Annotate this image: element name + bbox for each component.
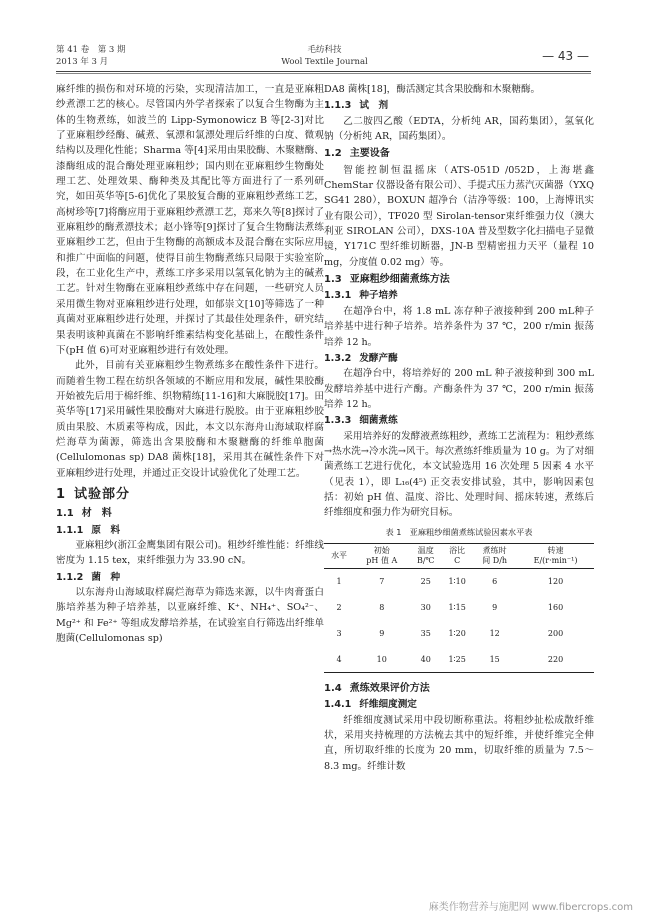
- section-title: 亚麻粗纱细菌煮练方法: [349, 274, 450, 286]
- equipment-text: 智能控制恒温摇床（ATS-051D /052D，上海堪鑫 ChemStar 仪器设备有限公司）、手提式压力蒸汽灭菌器（YXQ SG41 280），BOXUN 超净台（洁净等级：100，上海博讯实业有限公司），TF020 型 Sirolan-tensor束纤维强力仪（澳大利亚 SIROLAN 公司），DXS-10A 普及型数字化扫描电子显微镜，Y171C 型纤维切断器，JN-B 型精密扭力天平（量程 10 mg，分度值 0.02 mg）等。: [324, 164, 594, 268]
- left-column: [56, 82, 324, 646]
- section-number: 1: [56, 486, 67, 502]
- section-title: 试 剂: [359, 100, 389, 112]
- table-header-cell: 浴比 C: [442, 543, 472, 568]
- scouring-text: 采用培养好的发酵液煮练粗纱，煮练工艺流程为：粗纱煮练→热水洗→冷水洗→风干。每次煮练纤维质量为 10 g。为了对细菌煮练工艺进行优化，本文试验选用 16 次处理 5 因素 4 水平（见表 1），即 L₁₆(4⁵) 正交表安排试验，其中，影响因素包括：初始 pH 值、温度、浴比、处理时间、摇床转速，煮练后纤维细度和强力作为研究目标。: [324, 430, 594, 519]
- table-cell: 12: [489, 628, 500, 638]
- section-heading-1-2: [324, 146, 594, 161]
- table-cell: 120: [547, 577, 564, 587]
- table-cell: 30: [420, 602, 431, 612]
- section-number: 1.1.3: [324, 100, 352, 112]
- table-caption: 表 1 亚麻粗纱细菌煮练试验因素水平表: [385, 526, 533, 537]
- fineness-test-text: 纤维细度测试采用中段切断称重法。将粗纱扯松成散纤维状，采用夹持梳理的方法梳去其中的短纤维，并使纤维完全伸直，所切取纤维的长度为 20 mm，切取纤维的质量为 7.5～8.3 mg。纤维计数: [324, 714, 594, 772]
- table-header-row: [324, 543, 594, 568]
- section-heading-1-1: [56, 506, 324, 521]
- section-number: 1.1.2: [56, 571, 84, 583]
- reagents-text: 乙二胺四乙酸（EDTA，分析纯 AR，国药集团），氢氧化钠（分析纯 AR，国药集团）。: [324, 115, 594, 143]
- publication-date: 2013 年 3 月: [56, 57, 109, 67]
- site-watermark: 麻类作物营养与施肥网 www.fibercrops.com: [428, 902, 633, 913]
- seed-culture-text: 在超净台中，将 1.8 mL 冻存种子液接种到 200 mL种子培养基中进行种子培养。培养条件为 37 ℃，200 r/min 振荡培养 12 h。: [324, 305, 594, 348]
- section-number: 1.4: [324, 682, 342, 694]
- table-cell: 9: [379, 628, 385, 638]
- intro-paragraph-1: 麻纤维的损伤和对环境的污染，实现清洁加工，一直是亚麻粗纱煮漂工艺的核心。尽管国内外学者探索了以复合生物酶为主体的生物煮练，如波兰的 Lipp-Symonowicz B 等[2-3]对比了亚麻粗纱经酶、碱煮、氧漂和氯漂处理后纤维的白度、微观结构以及理化性能；Sharma 等[4]采用由果胶酶、木聚糖酶、漆酶组成的混合酶处理亚麻粗纱；国内则在亚麻粗纱生物酶处理工艺、处理效果、酶种类及其配比等方面进行了一系列研究，如田英华等[5-6]优化了果胶复合酶的亚麻粗纱煮练工艺，高树珍等[7]将酶应用于亚麻粗纱煮漂工艺，郑来久等[8]探讨了亚麻粗纱的酶煮漂技术；赵小锋等[9]探讨了复合生物酶法煮练亚麻粗纱工艺，但由于生物酶的高额成本及混合酶在实际应用和推广中面临的问题，使得目前生物酶煮练只局限于实验室阶段，在工业化生产中，煮练工序多采用以氢氧化钠为主的碱煮工艺。针对生物酶在亚麻粗纱煮练中存在问题，一些研究人员采用微生物对亚麻粗纱进行处理，如郁崇文[10]等筛选了一种真菌对亚麻粗纱进行处理，并探讨了其最佳处理条件，研究结果表明该种真菌在不影响纤维素结构变化基础上，在酸性条件下(pH 值 6)可对亚麻粗纱进行有效处理。: [56, 84, 324, 356]
- table-cell: 40: [409, 646, 442, 672]
- strain-text-continued: DA8 菌株[18]，酶活测定其含果胶酶和木聚糖酶。: [324, 84, 541, 95]
- table-cell: 1∶20: [448, 628, 466, 638]
- section-title: 试验部分: [74, 486, 131, 502]
- table-cell: 4: [324, 646, 354, 672]
- section-heading-1-3-2: [324, 351, 594, 366]
- fermentation-text: 在超净台中，将培养好的 200 mL 种子液接种到 300 mL 发酵培养基中进行产酶。产酶条件为 37 ℃，200 r/min 振荡培养 12 h。: [324, 368, 594, 410]
- section-heading-1-3-1: [324, 288, 594, 303]
- table-cell: 160: [547, 602, 564, 612]
- section-heading-1: [56, 487, 324, 502]
- section-heading-1-1-2: [56, 570, 324, 585]
- section-number: 1.3.3: [324, 415, 352, 427]
- strain-text: 以东海舟山海域取样腐烂海草为筛选来源，以牛肉膏蛋白胨培养基为种子培养基，以亚麻纤维、K⁺、NH₄⁺、SO₄²⁻、Mg²⁺ 和 Fe²⁺ 等组成发酵培养基，在试验室自行筛选出纤维单胞菌(Cellulomonas sp): [56, 587, 324, 645]
- table-header-cell: 初始 pH 值 A: [354, 543, 409, 568]
- table-cell: 35: [420, 628, 431, 638]
- volume-issue: 第 41 卷 第 3 期: [56, 45, 126, 55]
- table-cell: 15: [472, 646, 517, 672]
- table-cell: 1: [336, 577, 342, 587]
- journal-title-cn: 毛纺科技: [307, 45, 342, 55]
- table-cell: 1∶25: [442, 646, 472, 672]
- table-header-cell: 转速 E/(r·min⁻¹): [517, 543, 594, 568]
- section-heading-1-3-3: [324, 413, 594, 428]
- table-cell: 10: [354, 646, 409, 672]
- right-column: [324, 82, 594, 774]
- section-title: 煮练效果评价方法: [349, 682, 430, 694]
- intro-paragraph-2: 此外，目前有关亚麻粗纱生物煮练多在酸性条件下进行。而随着生物工程在纺织各领域的不断应用和发展，碱性果胶酶开始被先后用于棉纤维、织物精练[11-16]和大麻脱胶[17]。田英华等[17]采用碱性果胶酶对大麻进行脱胶。由于亚麻粗纱胶质由果胶、木质素等构成，因此，本文以东海舟山海域取样腐烂海草为菌源，筛选出含果胶酶和木聚糖酶的纤维单胞菌(Cellulomonas sp) DA8 菌株[18]，采用其在碱性条件下对亚麻粗纱进行处理，并通过正交设计试验优化了处理工艺。: [56, 360, 324, 479]
- section-number: 1.4.1: [324, 699, 352, 711]
- journal-title-en: Wool Textile Journal: [281, 57, 368, 67]
- header-rule-thin: [56, 73, 591, 74]
- table-cell: 2: [336, 602, 342, 612]
- section-heading-1-4: [324, 681, 594, 696]
- section-heading-1-1-3: [324, 98, 594, 113]
- table-header-cell: 煮练时 间 D/h: [472, 543, 517, 568]
- raw-material-text: 亚麻粗纱(浙江金鹰集团有限公司)。粗纱纤维性能：纤维线密度为 1.15 tex，束纤维强力为 33.90 cN。: [56, 539, 324, 567]
- table-row: [324, 594, 594, 620]
- factor-level-table: [324, 543, 594, 673]
- table-row: [324, 568, 594, 594]
- table-cell: 6: [492, 577, 498, 587]
- section-title: 种子培养: [359, 290, 398, 302]
- header-rule: [56, 71, 591, 72]
- section-title: 纤维细度测定: [359, 699, 417, 711]
- section-heading-1-1-1: [56, 523, 324, 538]
- table-cell: 1∶10: [448, 577, 466, 587]
- section-number: 1.1: [56, 508, 74, 520]
- table-cell: 1∶15: [448, 602, 466, 612]
- section-title: 细菌煮练: [359, 415, 398, 427]
- table-row: [324, 620, 594, 646]
- section-number: 1.3.2: [324, 352, 352, 364]
- section-number: 1.3: [324, 274, 342, 286]
- section-title: 菌 种: [91, 571, 121, 583]
- section-title: 主要设备: [349, 148, 390, 160]
- table-header-cell: 水平: [324, 543, 354, 568]
- table-header-cell: 温度 B/℃: [409, 543, 442, 568]
- section-title: 发酵产酶: [359, 352, 398, 364]
- section-heading-1-3: [324, 272, 594, 287]
- page-number: — 43 —: [542, 49, 589, 63]
- table-cell: 9: [492, 602, 498, 612]
- section-number: 1.3.1: [324, 290, 352, 302]
- section-heading-1-4-1: [324, 697, 594, 712]
- section-number: 1.2: [324, 148, 342, 160]
- section-title: 原 料: [91, 524, 121, 536]
- section-title: 材 料: [81, 508, 112, 520]
- table-cell: 220: [517, 646, 594, 672]
- table-cell: 200: [547, 628, 564, 638]
- table-cell: 7: [379, 577, 385, 587]
- table-cell: 8: [379, 602, 385, 612]
- table-cell: 25: [420, 577, 431, 587]
- table-row: [324, 646, 594, 672]
- table-cell: 3: [336, 628, 342, 638]
- section-number: 1.1.1: [56, 524, 84, 536]
